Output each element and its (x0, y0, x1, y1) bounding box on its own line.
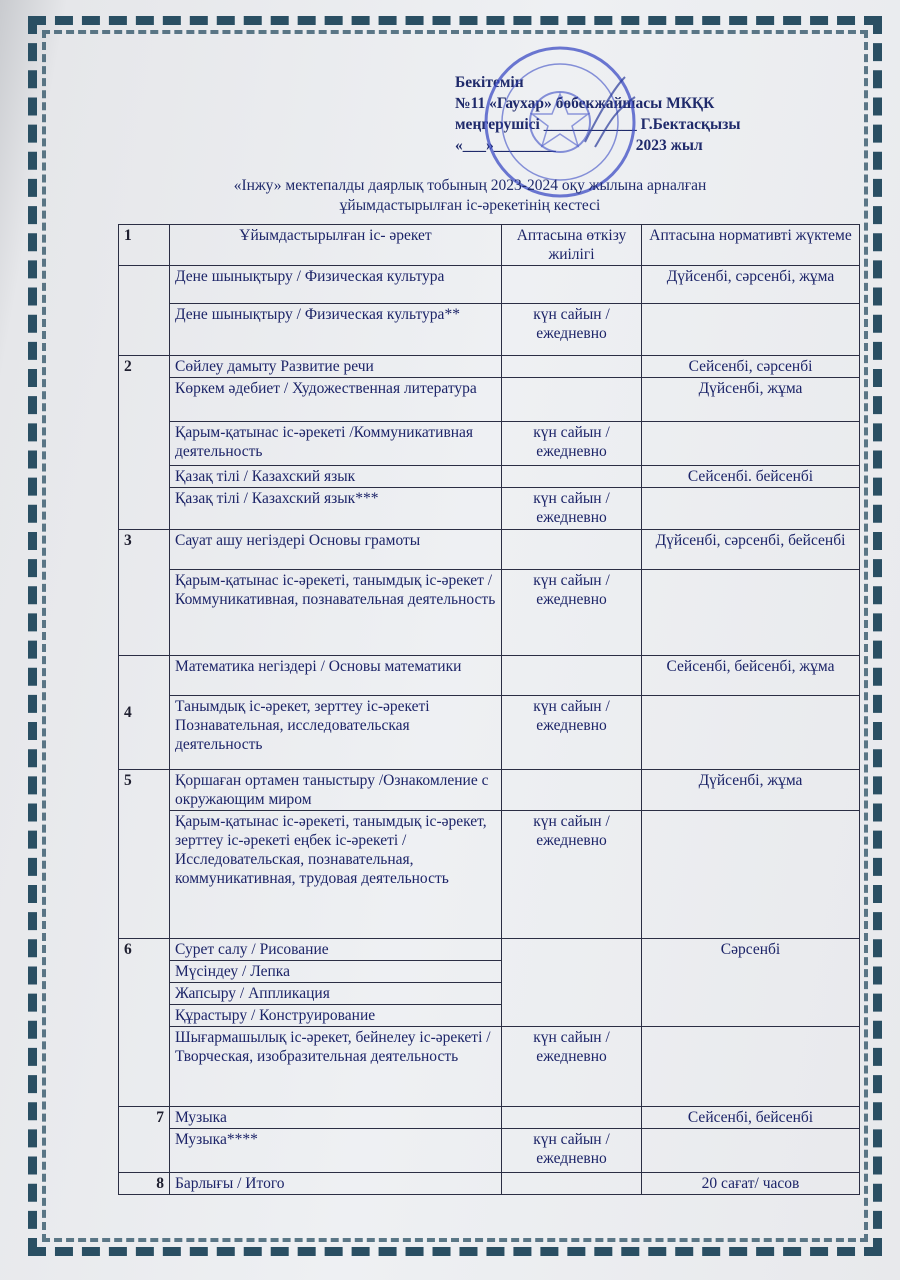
frequency-cell (502, 356, 642, 378)
activity-cell: Сөйлеу дамыту Развитие речи (170, 356, 502, 378)
load-cell: Сәрсенбі (642, 939, 860, 1027)
approval-line-3: меңгерушісі ____________ Г.Бектасқызы (455, 116, 741, 133)
activity-cell: Қазақ тілі / Казахский язык*** (170, 488, 502, 530)
table-row (119, 266, 860, 304)
load-cell: Дүйсенбі, жұма (642, 770, 860, 811)
frequency-cell (502, 1173, 642, 1195)
approval-line-2: №11 «Гаухар» бөбекжайшасы МКҚК (455, 95, 715, 112)
num-cell (119, 266, 170, 356)
num-cell: 6 (119, 939, 170, 1107)
num-cell: 3 (119, 530, 170, 656)
load-cell: 20 сағат/ часов (642, 1173, 860, 1195)
table-row (119, 570, 860, 656)
load-cell: Сейсенбі. бейсенбі (642, 466, 860, 488)
load-cell (642, 811, 860, 939)
load-cell (642, 696, 860, 770)
num-cell: 4 (119, 656, 170, 770)
load-cell (642, 304, 860, 356)
header-activity: Ұйымдастырылған іс- әрекет (170, 225, 502, 266)
activity-cell: Жапсыру / Аппликация (170, 983, 502, 1005)
frequency-cell (502, 378, 642, 422)
table-row (119, 1107, 860, 1129)
activity-cell: Қоршаған ортамен таныстыру /Ознакомление с окружающим миром (170, 770, 502, 811)
frequency-cell: күн сайын / ежедневно (502, 1027, 642, 1107)
table-row (119, 770, 860, 811)
load-cell (642, 488, 860, 530)
load-cell (642, 1027, 860, 1107)
activity-cell: Мүсіндеу / Лепка (170, 961, 502, 983)
table-row (119, 811, 860, 939)
table-row (119, 530, 860, 570)
approval-year: 2023 жыл (635, 137, 703, 154)
activity-cell: Танымдық іс-әрекет, зерттеу іс-әрекеті Познавательная, исследовательская деятельность (170, 696, 502, 770)
frequency-cell: күн сайын / ежедневно (502, 570, 642, 656)
frequency-cell: күн сайын / ежедневно (502, 488, 642, 530)
frequency-cell: күн сайын / ежедневно (502, 304, 642, 356)
frequency-cell: күн сайын / ежедневно (502, 811, 642, 939)
frequency-cell: күн сайын / ежедневно (502, 696, 642, 770)
activity-cell: Шығармашылық іс-әрекет, бейнелеу іс-әрекеті / Творческая, изобразительная деятельность (170, 1027, 502, 1107)
title-line-2: ұйымдастырылған іс-әрекетінің кестесі (339, 197, 601, 214)
activity-cell: Дене шынықтыру / Физическая культура** (170, 304, 502, 356)
header-num: 1 (119, 225, 170, 266)
activity-cell: Көркем әдебиет / Художественная литература (170, 378, 502, 422)
header-load: Аптасына нормативті жүктеме (642, 225, 860, 266)
document-title (150, 176, 790, 216)
activity-cell: Барлығы / Итого (170, 1173, 502, 1195)
frequency-cell: күн сайын / ежедневно (502, 1129, 642, 1173)
load-cell: Дүйсенбі, сәрсенбі, бейсенбі (642, 530, 860, 570)
table-row (119, 939, 860, 961)
activity-cell: Қазақ тілі / Казахский язык (170, 466, 502, 488)
table-row (119, 378, 860, 422)
load-cell: Сейсенбі, бейсенбі, жұма (642, 656, 860, 696)
table-header-row (119, 225, 860, 266)
num-cell: 8 (119, 1173, 170, 1195)
activity-cell: Музыка (170, 1107, 502, 1129)
header-frequency: Аптасына өткізу жиілігі (502, 225, 642, 266)
frequency-cell (502, 939, 642, 1027)
schedule-table (118, 224, 860, 1195)
load-cell (642, 422, 860, 466)
num-cell: 5 (119, 770, 170, 939)
table-row (119, 696, 860, 770)
activity-cell: Қарым-қатынас іс-әрекеті /Коммуникативная деятельность (170, 422, 502, 466)
approval-date: «___»________ (455, 137, 556, 154)
frequency-cell (502, 656, 642, 696)
frequency-cell (502, 466, 642, 488)
table-row (119, 1027, 860, 1107)
table-row (119, 304, 860, 356)
table-row (119, 656, 860, 696)
load-cell: Дүйсенбі, сәрсенбі, жұма (642, 266, 860, 304)
table-row (119, 422, 860, 466)
activity-cell: Сурет салу / Рисование (170, 939, 502, 961)
load-cell: Сейсенбі, сәрсенбі (642, 356, 860, 378)
activity-cell: Музыка**** (170, 1129, 502, 1173)
frequency-cell (502, 266, 642, 304)
load-cell (642, 1129, 860, 1173)
activity-cell: Құрастыру / Конструирование (170, 1005, 502, 1027)
table-row (119, 488, 860, 530)
load-cell (642, 570, 860, 656)
frequency-cell (502, 1107, 642, 1129)
num-cell: 2 (119, 356, 170, 530)
num-cell: 7 (119, 1107, 170, 1173)
table-row (119, 1129, 860, 1173)
activity-cell: Қарым-қатынас іс-әрекеті, танымдық іс-әрекет / Коммуникативная, познавательная деятельность (170, 570, 502, 656)
approval-line-1: Бекітемін (455, 74, 524, 91)
activity-cell: Сауат ашу негіздері Основы грамоты (170, 530, 502, 570)
table-row (119, 466, 860, 488)
frequency-cell (502, 530, 642, 570)
table-row (119, 356, 860, 378)
frequency-cell: күн сайын / ежедневно (502, 422, 642, 466)
activity-cell: Математика негіздері / Основы математики (170, 656, 502, 696)
table-row (119, 1173, 860, 1195)
load-cell: Сейсенбі, бейсенбі (642, 1107, 860, 1129)
activity-cell: Қарым-қатынас іс-әрекеті, танымдық іс-әрекет, зерттеу іс-әрекеті еңбек іс-әрекеті / Исследовательская, познавательная, коммуникативная, трудовая деятельность (170, 811, 502, 939)
activity-cell: Дене шынықтыру / Физическая культура (170, 266, 502, 304)
title-line-1: «Інжу» мектепалды даярлық тобының 2023-2024 оқу жылына арналған (233, 177, 707, 194)
load-cell: Дүйсенбі, жұма (642, 378, 860, 422)
frequency-cell (502, 770, 642, 811)
